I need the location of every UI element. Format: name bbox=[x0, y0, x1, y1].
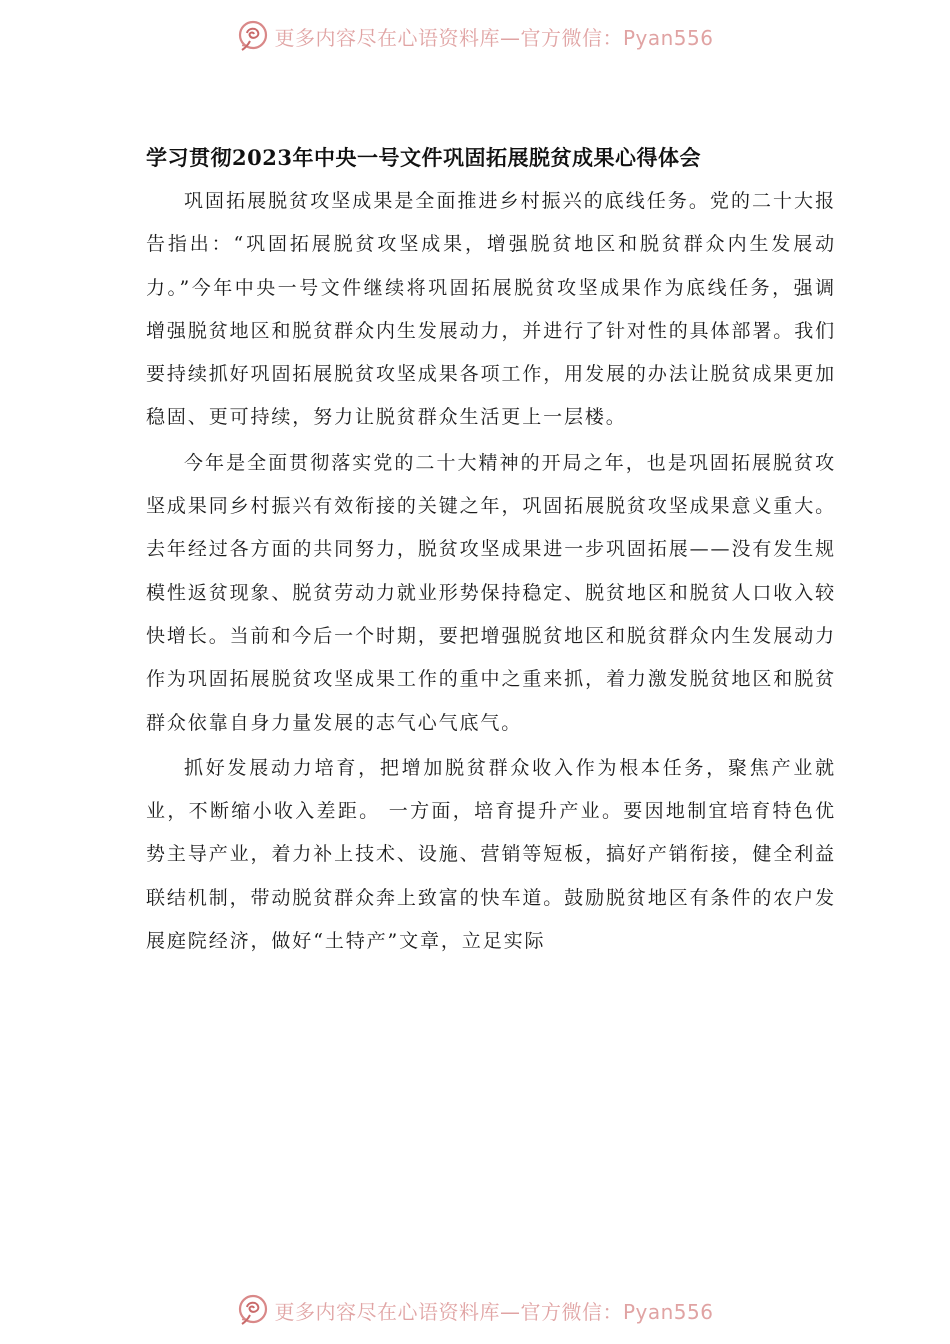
red-rose-logo-icon bbox=[236, 19, 270, 53]
paragraph-1: 巩固拓展脱贫攻坚成果是全面推进乡村振兴的底线任务。党的二十大报告指出：“巩固拓展脱贫攻坚成果，增强脱贫地区和脱贫群众内生发展动力。”今年中央一号文件继续将巩固拓展脱贫攻坚成果作为底线任务，强调增强脱贫地区和脱贫群众内生发展动力，并进行了针对性的具体部署。我们要持续抓好巩固拓展脱贫攻坚成果各项工作，用发展的办法让脱贫成果更加稳固、更可持续，努力让脱贫群众生活更上一层楼。 bbox=[146, 190, 836, 429]
watermark-text: 更多内容尽在心语资料库—官方微信：Pyan556 bbox=[274, 25, 714, 50]
paragraph-2: 今年是全面贯彻落实党的二十大精神的开局之年，也是巩固拓展脱贫攻坚成果同乡村振兴有效衔接的关键之年，巩固拓展脱贫攻坚成果意义重大。去年经过各方面的共同努力，脱贫攻坚成果进一步巩固拓展——没有发生规模性返贫现象、脱贫劳动力就业形势保持稳定、脱贫地区和脱贫人口收入较快增长。当前和今后一个时期，要把增强脱贫地区和脱贫群众内生发展动力作为巩固拓展脱贫攻坚成果工作的重中之重来抓，着力激发脱贫地区和脱贫群众依靠自身力量发展的志气心气底气。 bbox=[146, 451, 836, 734]
document-body bbox=[146, 138, 836, 965]
paragraph-3: 抓好发展动力培育，把增加脱贫群众收入作为根本任务，聚焦产业就业，不断缩小收入差距。 一方面，培育提升产业。要因地制宜培育特色优势主导产业，着力补上技术、设施、营销等短板，搞好产销衔接，健全利益联结机制，带动脱贫群众奔上致富的快车道。鼓励脱贫地区有条件的农户发展庭院经济，做好“土特产”文章，立足实际 bbox=[146, 756, 836, 953]
watermark-text: 更多内容尽在心语资料库—官方微信：Pyan556 bbox=[274, 1299, 714, 1324]
header-watermark bbox=[0, 16, 950, 56]
document-title: 学习贯彻2023年中央一号文件巩固拓展脱贫成果心得体会 bbox=[146, 145, 701, 170]
red-rose-logo-icon bbox=[236, 1293, 270, 1327]
footer-watermark bbox=[0, 1290, 950, 1330]
